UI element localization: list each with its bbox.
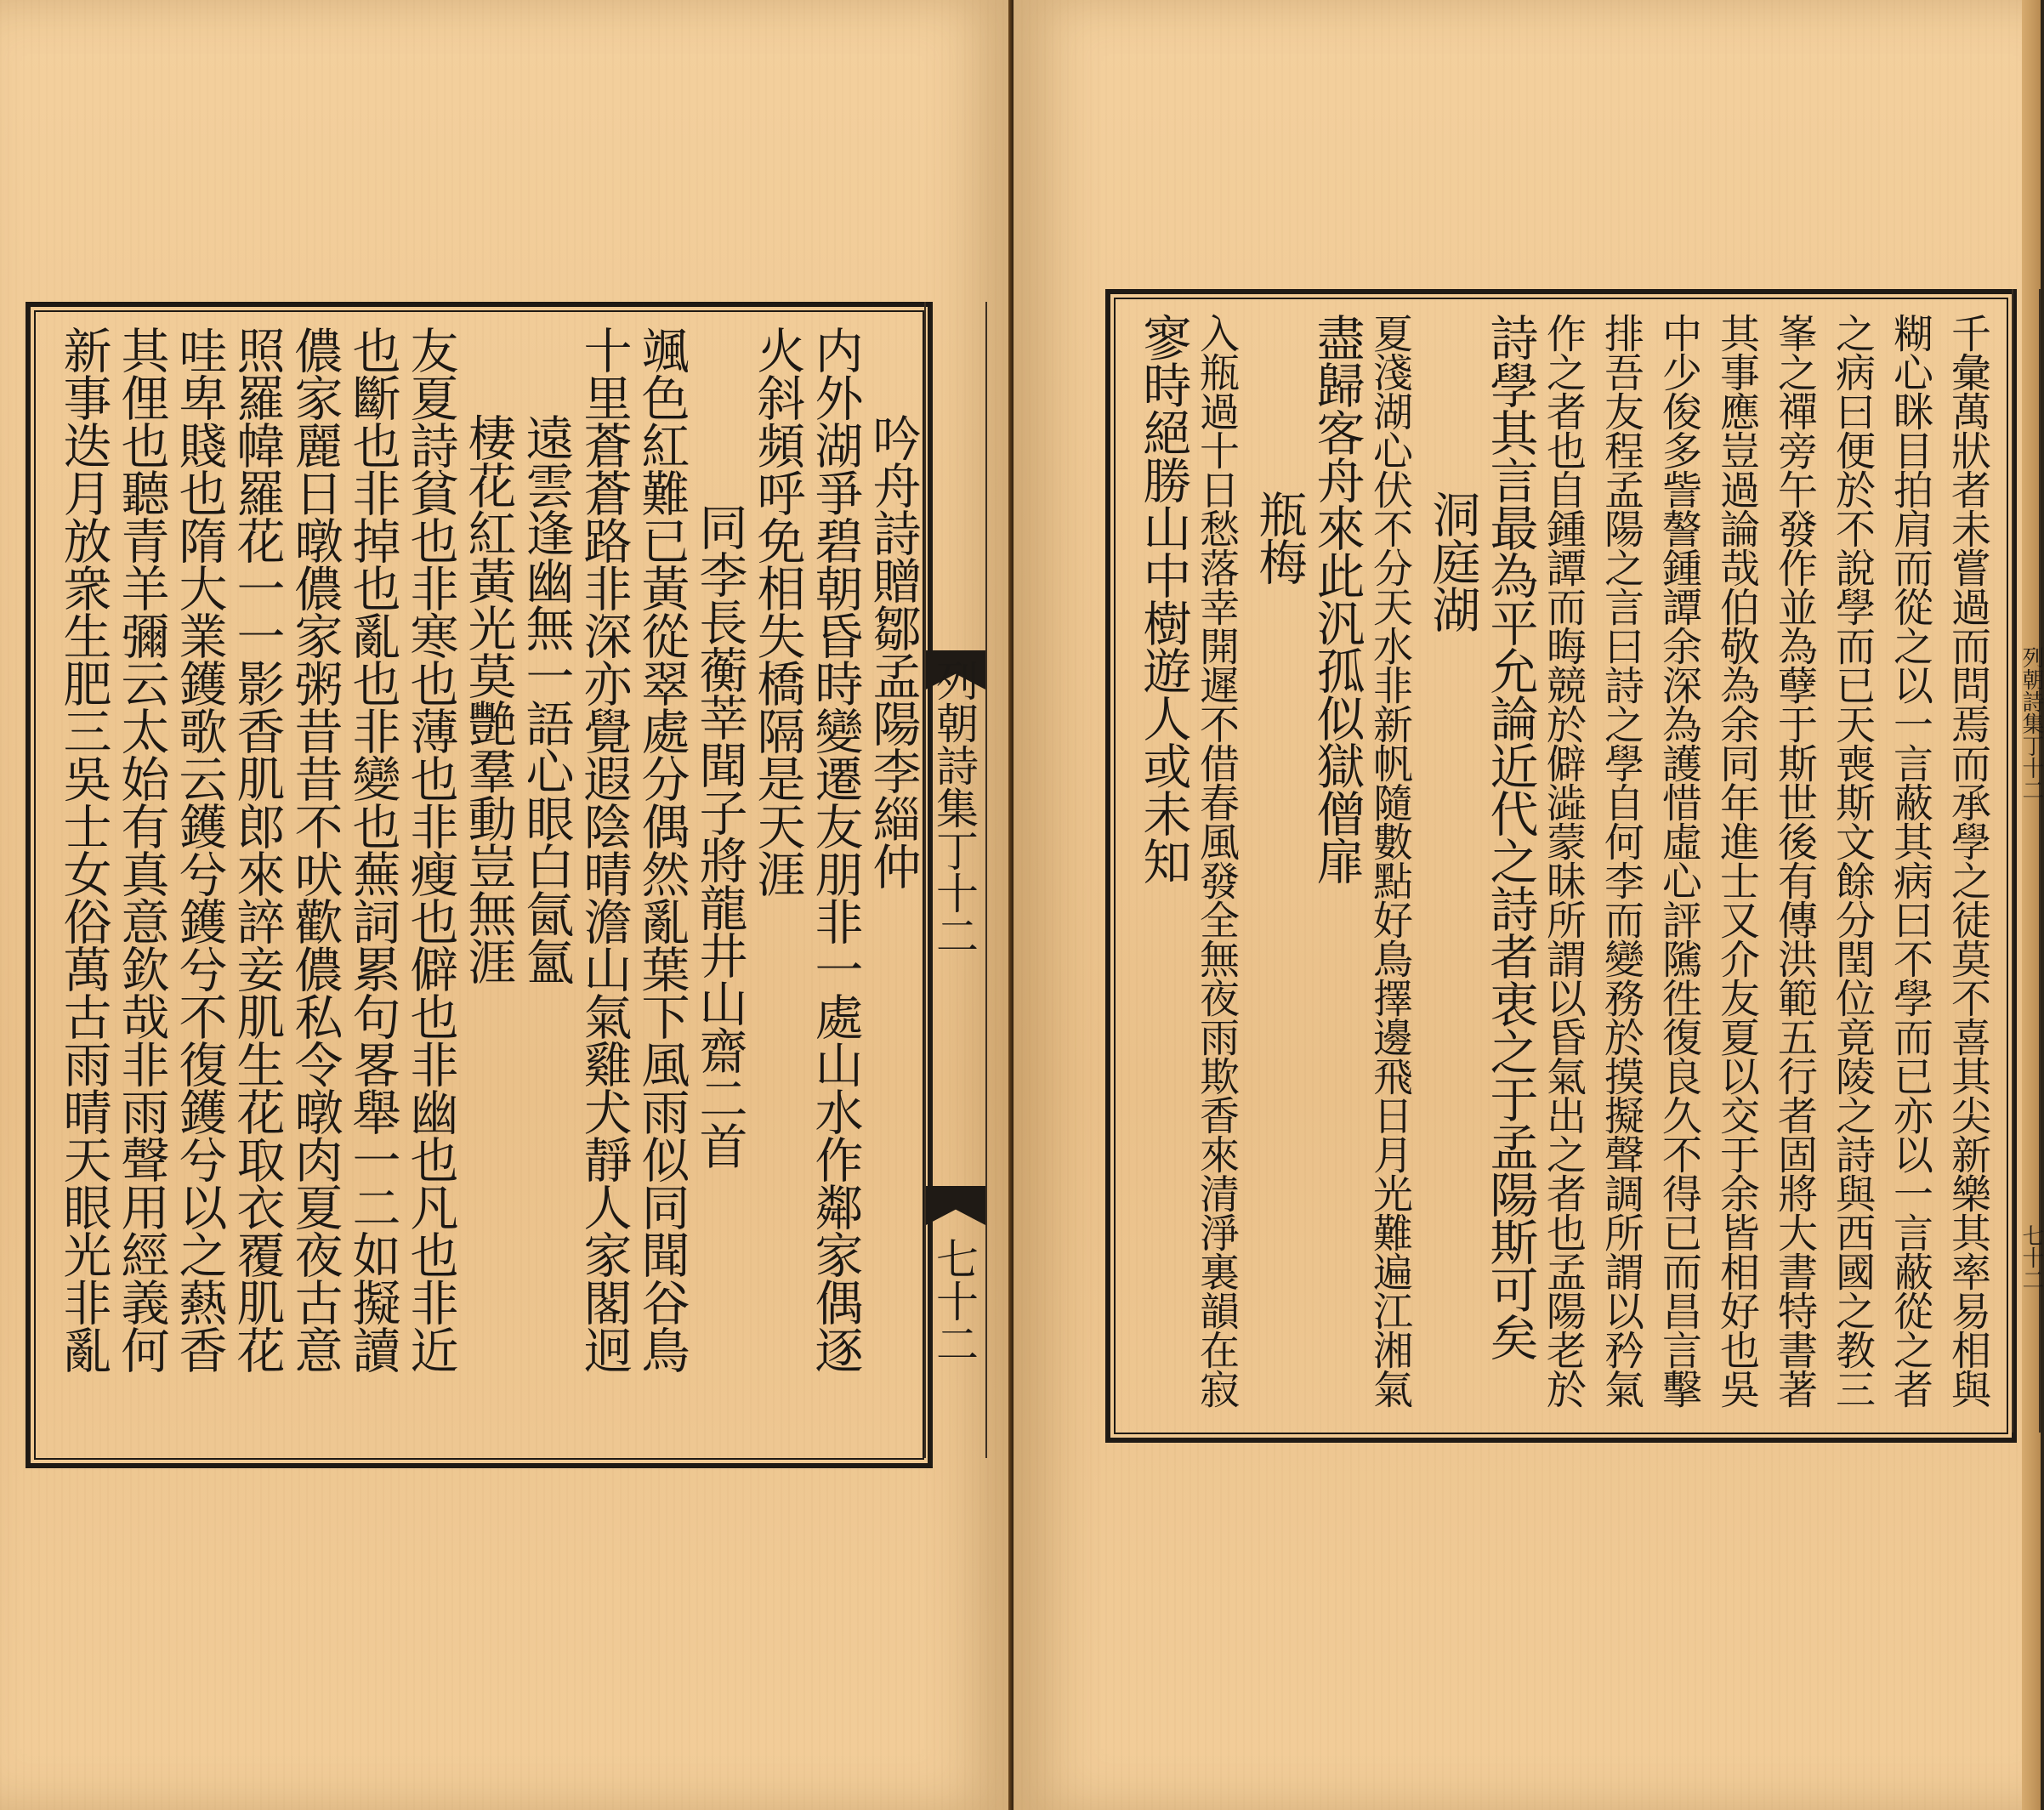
right-col-10-title: 洞庭湖: [1424, 490, 1480, 633]
right-col-1: 千彙萬狀者未嘗過而問焉而承學之徒莫不喜其尖新樂其率易相與: [1945, 313, 1991, 1408]
left-col-12: 照羅幃羅花一一影香肌郎來誶妾肌生花取衣覆肌花: [229, 326, 285, 1373]
left-col-15: 新事迭月放衆生肥三吳士女俗萬古雨晴天眼光非亂: [55, 326, 111, 1373]
left-gutter-folio: 七十二: [929, 1237, 979, 1365]
left-col-8: 棲花紅黃光莫艷羣動豈無涯: [460, 413, 516, 984]
right-col-2: 糊心眯目拍肩而從之以一言蔽其病曰不學而已亦以一言蔽從之者: [1887, 313, 1933, 1408]
left-page: [0, 0, 1012, 1810]
left-gutter: [924, 302, 987, 1458]
left-gutter-title: 列朝詩集丁十二: [929, 659, 979, 956]
right-col-11: 夏淺湖心伏不分天水非新帆隨數點好鳥擇邊飛日月光難遍江湘氣: [1366, 313, 1413, 1408]
left-col-13: 哇卑賤也隋大業鑊歌云鑊兮鑊兮不復鑊兮以之爇香: [171, 326, 227, 1373]
right-col-13-title: 瓶梅: [1251, 490, 1307, 585]
left-col-9: 友夏詩貧也非寒也薄也非瘦也僻也非幽也凡也非近: [402, 326, 458, 1373]
right-col-12: 盡歸客舟來此汎孤似獄僧扉: [1309, 313, 1365, 884]
right-col-3: 之病曰便於不說學而已天喪斯文餘分閏位竟陵之詩與西國之教三: [1829, 313, 1876, 1408]
right-col-6: 中少俊多訾謷鍾譚余深為護惜虛心評隲徃復良久不得已而昌言擊: [1655, 313, 1702, 1408]
left-col-4: 同李長蘅莘聞子將龍井山齋二首: [691, 502, 747, 1169]
right-gutter: [2012, 289, 2044, 1433]
left-col-10: 也斷也非掉也亂也非變也蕪詞累句畧舉一二如擬讀: [344, 326, 400, 1373]
left-col-3: 火斜頻呼免相失橋隔是天涯: [749, 326, 805, 897]
right-col-7: 排吾友程孟陽之言曰詩之學自何李而變務於摸擬聲調所謂以矜氣: [1598, 313, 1644, 1408]
right-gutter-folio: 七十二: [2018, 1224, 2044, 1291]
left-col-5: 颯色紅難已黃從翠處分偶然亂葉下風雨似同聞谷鳥: [633, 326, 690, 1373]
left-col-7: 遠雲逢幽無一語心眼白氤氳: [518, 413, 574, 984]
right-col-15: 寥時絕勝山中樹遊人或未知: [1135, 313, 1191, 884]
right-col-9: 詩學其言最為平允論近代之詩者衷之于孟陽斯可矣: [1482, 313, 1538, 1360]
right-col-14: 入瓶過十日愁落幸開遲不借春風發全無夜雨欺香來清淨裏韻在寂: [1193, 313, 1240, 1408]
left-col-6: 十里蒼蒼路非深亦覺遐陰晴澹山氣雞犬靜人家閣迥: [576, 326, 632, 1373]
left-col-2: 内外湖爭碧朝昏時變遷友朋非一處山水作鄰家偶逐: [807, 326, 863, 1373]
right-col-5: 其事應豈過論哉伯敬為余同年進士又介友夏以交于余皆相好也吳: [1713, 313, 1760, 1408]
left-col-1: 吟舟詩贈鄒孟陽李緇仲: [865, 413, 921, 889]
right-text-frame: [1105, 289, 2017, 1443]
left-col-11: 儂家麗日暾儂家粥昔昔不吠歡儂私令暾肉夏夜古意: [287, 326, 343, 1373]
right-col-8: 作之者也自鍾譚而晦競於僻澁蒙昧所謂以昏氣出之者也孟陽老於: [1540, 313, 1587, 1408]
fishtail-mark-lower: [926, 1186, 985, 1225]
left-col-14: 其俚也聽青羊彌云太始有真意欽哉非雨聲用經義何: [113, 326, 169, 1373]
right-col-4: 峯之禪旁午發作並為孽于斯世後有傳洪範五行者固將大書特書著: [1771, 313, 1818, 1408]
left-text-frame: [26, 302, 933, 1468]
right-gutter-title: 列朝詩集丁十二: [2018, 646, 2044, 801]
